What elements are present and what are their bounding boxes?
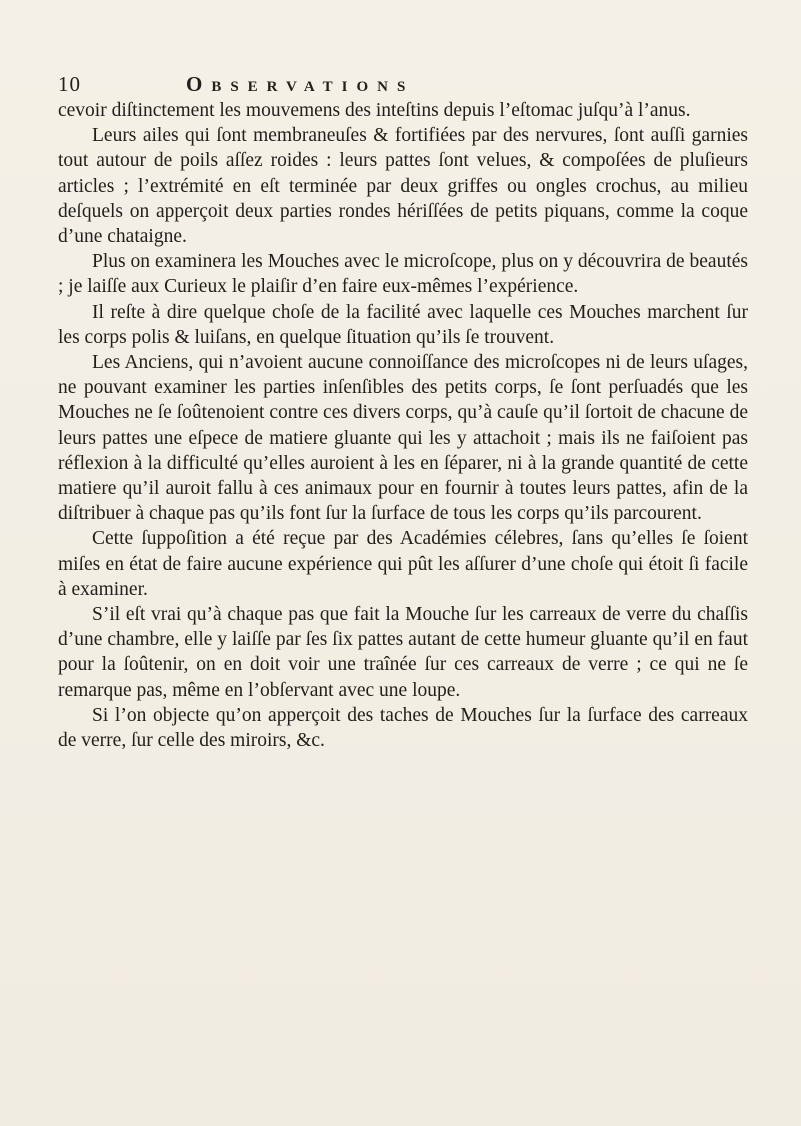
paragraph-wings-legs: Leurs ailes qui ſont membraneuſes & fortifiées par des nervures, ſont auſſi garnies tout autour de poils aſſez roides : leurs pattes ſont velues, & compoſées de pluſieurs articles ; l’extrémité en eſt terminée par deux griffes ou ongles crochus, au milieu deſquels on apperçoit deux parties rondes hériſſées de petits piquans, comme la coque d’une chataigne. — [58, 125, 748, 248]
paragraph-objection: Si l’on objecte qu’on apperçoit des taches de Mouches ſur la ſurface des carreaux de verre, ſur celle des miroirs, &c. — [58, 704, 748, 752]
paragraph-ancients: Les Anciens, qui n’avoient aucune connoiſſance des microſcopes ni de leurs uſages, ne pouvant examiner les parties inſenſibles des petits corps, ſe ſont perſuadés que les Mouches ne ſe ſoûtenoient contre ces divers corps, qu’à cauſe qu’il ſortoit de chacune de leurs pattes une eſpece de matiere gluante qui les y attachoit ; mais ils ne faiſoient pas réflexion à la difficulté qu’elles auroient à les en ſéparer, ni à la grande quantité de cette matiere qu’il auroit fallu à ces animaux pour en fournir à toutes leurs pattes, afin de la diſtribuer à chaque pas qu’ils font ſur la ſurface de tous les corps qu’ils parcourent. — [58, 352, 748, 525]
body-text — [58, 98, 748, 753]
paragraph-glass: S’il eſt vrai qu’à chaque pas que fait la Mouche ſur les carreaux de verre du chaſſis d’une chambre, elle y laiſſe par ſes ſix pattes autant de cette humeur gluante qu’il en faut pour la ſoûtenir, on en doit voir une traînée ſur ces carreaux de verre ; ce qui ne ſe remarque pas, même en l’obſervant avec une loupe. — [58, 604, 748, 701]
paragraph-microscope: Plus on examinera les Mouches avec le microſcope, plus on y découvrira de beautés ; je laiſſe aux Curieux le plaiſir d’en faire eux-mêmes l’expérience. — [58, 251, 748, 298]
running-title: Observations — [186, 72, 415, 96]
paragraph-continuation: cevoir diſtinctement les mouvemens des inteſtins depuis l’eſtomac juſqu’à l’anus. — [58, 100, 691, 121]
paragraph-walking: Il reſte à dire quelque choſe de la facilité avec laquelle ces Mouches marchent ſur les corps polis & luiſans, en quelque ſituation qu’ils ſe trouvent. — [58, 301, 748, 348]
margin-mark — [786, 332, 794, 360]
paragraph-academies: Cette ſuppoſition a été reçue par des Académies célebres, ſans qu’elles ſe ſoient miſes en état de faire aucune expérience qui pût les aſſurer d’une choſe qui étoit ſi facile à examiner. — [58, 528, 748, 600]
page-number: 10 — [58, 72, 81, 96]
